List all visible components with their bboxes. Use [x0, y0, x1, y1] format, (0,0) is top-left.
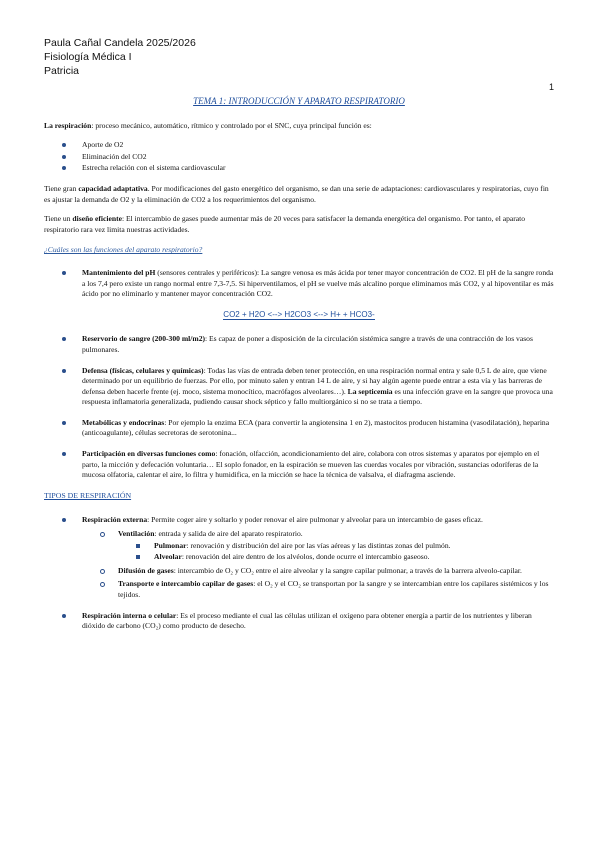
term: Difusión de gases — [118, 565, 174, 575]
sub-list-item — [82, 566, 554, 577]
text: : Es el proceso mediante el cual las células utilizan el oxígeno para obtener energía a partir de los nutrientes y liberan dióxido de carbono (CO₂) como producto de desecho. — [82, 610, 532, 631]
list-item — [44, 334, 554, 355]
course-line: Fisiología Médica I — [44, 51, 132, 63]
page-number: 1 — [548, 82, 554, 92]
text: : renovación y distribución del aire por las vías aéreas y las distintas zonas del pulmón. — [186, 540, 451, 550]
text: (sensores centrales y periféricos): La sangre venosa es más ácida por tener mayor concentración de CO2. El pH de la sangre ronda a los 7,4 pero existe un rango normal entre 7,3-7,5. Si hiperventilamos, el pH se vuelve más alcalino porque eliminamos más CO2, y al hipoventilar es más ácido por no eliminarlo y mantener mayor concentración CO2. — [82, 267, 554, 299]
bullet-icon — [62, 143, 66, 147]
term: Pulmonar — [154, 540, 187, 550]
text: : renovación del aire dentro de los alvéolos, donde ocurre el intercambio gaseoso. — [181, 552, 430, 562]
text: : fonación, olfacción, acondicionamiento del aire, colabora con otros sistemas y aparatos por ejemplo en el parto, la micción y defecación voluntaria… El soplo fonador, en la espiración se mueven las cuerdas vocales por vibración, sustancias odoríferas de la mucosa olfatoria, calentar el aire, lo filtra y humidifica, en la micción se hace la técnica de valsalva, el diafragma asciende. — [82, 449, 540, 480]
section-question: ¿Cuáles son las funciones del aparato respiratorio? — [44, 245, 203, 255]
page-title: TEMA 1: INTRODUCCIÓN Y APARATO RESPIRATORIO — [193, 96, 405, 106]
term: Metabólicas y endocrinas — [82, 417, 165, 427]
list-item — [44, 152, 554, 163]
circle-bullet-icon — [100, 532, 105, 537]
list-item — [44, 611, 554, 632]
list-item-text: Eliminación del CO2 — [82, 151, 147, 161]
sub-list — [82, 529, 554, 601]
bullet-icon — [62, 155, 66, 159]
text: Tiene un — [44, 214, 73, 224]
list-item — [44, 163, 554, 174]
sub-sub-list-item — [118, 541, 554, 552]
author-line: Paula Cañal Candela 2025/2026 — [44, 37, 196, 49]
text: : el O₂ y el CO₂ se transportan por la sangre y se intercambian entre los capilares sistémicos y los tejidos. — [118, 579, 549, 599]
term: Respiración interna o celular — [82, 610, 177, 620]
text: es una infección grave en la sangre que provoca una respuesta inflamatoria generalizada, pudiendo causar shock séptico y fallo multiorgánico si no se trata a tiempo. — [82, 386, 553, 407]
text: . Por modificaciones del gasto energético del organismo, se dan una serie de adaptaciones: cardiovasculares y respiratorias, cuyo fin es ajustar la demanda de O2 y la eliminación de CO2 a los requerimientos del organismo. — [44, 183, 549, 204]
term: Reservorio de sangre (200-300 ml/m2) — [82, 334, 206, 344]
sub-list-item — [82, 529, 554, 563]
term: Transporte e intercambio capilar de gases — [118, 579, 254, 589]
text: : El intercambio de gases puede aumentar más de 20 veces para satisfacer la demanda energética del organismo. Por tanto, el aparato respiratorio rara vez limita nuestras actividades. — [44, 214, 526, 234]
term: Mantenimiento del pH — [82, 267, 156, 277]
bullet-icon — [62, 518, 66, 522]
term: Ventilación — [118, 529, 155, 539]
bullet-icon — [62, 452, 66, 456]
list-item-text: Estrecha relación con el sistema cardiovascular — [82, 163, 226, 173]
term: Defensa (físicas, celulares y químicas) — [82, 365, 204, 375]
term: Participación en diversas funciones como — [82, 449, 216, 459]
intro-paragraph — [44, 121, 554, 132]
teacher-line: Patricia — [44, 65, 80, 77]
bullet-icon — [62, 337, 66, 341]
list-item-text: Aporte de O2 — [82, 140, 124, 150]
circle-bullet-icon — [100, 569, 105, 574]
text: : Todas las vías de entrada deben tener protección, en una respiración normal entra y sale 0,5 L de aire, que viene determinado por un equilibrio de fuerzas. Por ello, por minuto salen y entran 14 L de aire, y si hay algún agente puede entrar a esta vía y las barreras de defensa deben hacerle frente (ej. moco, sistema monocítico, macrófagos alveolares…). — [82, 365, 547, 396]
text: : Es capaz de poner a disposición de la circulación sistémica sangre a través de una contracción de los vasos pulmonares. — [82, 334, 533, 354]
chemical-equation — [44, 310, 554, 321]
text: : entrada y salida de aire del aparato respiratorio. — [154, 529, 303, 539]
list-item — [44, 418, 554, 439]
functions-list — [44, 268, 554, 300]
term: La septicemia — [347, 386, 393, 396]
circle-bullet-icon — [100, 582, 105, 587]
square-bullet-icon — [136, 555, 140, 559]
sub-list-item — [82, 579, 554, 600]
section-heading: TIPOS DE RESPIRACIÓN — [44, 490, 132, 500]
sub-sub-list — [118, 541, 554, 563]
list-item — [44, 515, 554, 600]
list-item — [44, 366, 554, 408]
text: : Por ejemplo la enzima ECA (para convertir la angiotensina 1 en 2), mastocitos producen histamina (vasodilatación), heparina (anticoagulante), células secretoras de serotonina... — [82, 417, 550, 438]
term: capacidad adaptativa — [78, 183, 148, 193]
bullet-icon — [62, 271, 66, 275]
text: : Permite coger aire y soltarlo y poder renovar el aire pulmonar y alveolar para un intercambio de gases eficaz. — [147, 515, 483, 525]
term: diseño eficiente — [72, 214, 122, 224]
text: : intercambio de O₂ y CO₂ entre el aire alveolar y la sangre capilar pulmonar, a través de la barrera alveolo-capilar. — [173, 565, 522, 575]
list-item — [44, 449, 554, 481]
bullet-icon — [62, 614, 66, 618]
list-item — [44, 140, 554, 151]
text: Tiene gran — [44, 183, 79, 193]
function-list — [44, 140, 554, 174]
bullet-icon — [62, 421, 66, 425]
term: La respiración — [44, 120, 92, 130]
text: : proceso mecánico, automático, rítmico y controlado por el SNC, cuya principal función es: — [91, 120, 372, 130]
term: Alveolar — [154, 552, 182, 562]
respiration-types-list — [44, 515, 554, 631]
document-body — [44, 96, 554, 642]
design-paragraph — [44, 214, 554, 235]
adaptive-paragraph — [44, 184, 554, 205]
bullet-icon — [62, 369, 66, 373]
equation-text: CO2 + H2O <--> H2CO3 <--> H+ + HCO3- — [223, 309, 375, 319]
term: Respiración externa — [82, 515, 148, 525]
sub-sub-list-item — [118, 552, 554, 563]
functions-list-cont — [44, 334, 554, 481]
bullet-icon — [62, 166, 66, 170]
square-bullet-icon — [136, 544, 140, 548]
list-item — [44, 268, 554, 300]
